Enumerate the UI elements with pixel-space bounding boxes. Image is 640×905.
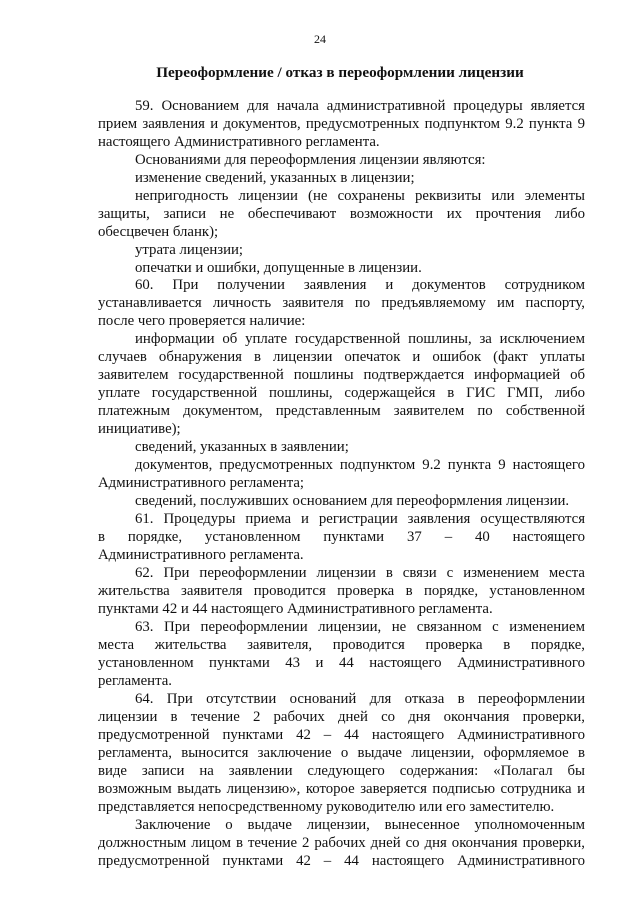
text-line: после чего проверяется наличие: — [98, 313, 306, 329]
text-line: возможным выдать лицензию», которое заверяется подписью сотрудника и — [98, 781, 585, 797]
text-line: платежным документом, представленным заявителем по собственной — [98, 403, 585, 419]
text-line: 59. Основанием для начала административной процедуры является — [135, 98, 585, 114]
text-line: защиты, записи не обеспечивают возможности их прочтения либо — [98, 206, 585, 222]
text-line: установленном пунктами 43 и 44 настоящего Административного — [98, 655, 585, 671]
text-line: пунктами 42 и 44 настоящего Административного регламента. — [98, 601, 493, 617]
text-line: 63. При переоформлении лицензии, не связанном с изменением — [135, 619, 585, 635]
text-line: виде записи на заявлении следующего содержания: «Полагал бы — [98, 763, 585, 779]
text-line: документов, предусмотренных подпунктом 9.2 пункта 9 настоящего — [135, 457, 585, 473]
text-line: Основаниями для переоформления лицензии являются: — [135, 152, 486, 168]
page-number: 24 — [314, 32, 326, 46]
text-line: инициативе); — [98, 421, 181, 437]
text-line: непригодность лицензии (не сохранены реквизиты или элементы — [135, 188, 585, 204]
text-line: 64. При отсутствии оснований для отказа в переоформлении — [135, 691, 585, 707]
text-line: в порядке, установленном пунктами 37 – 40 настоящего — [98, 529, 585, 545]
text-line: должностным лицом в течение 2 рабочих дней со дня окончания проверки, — [98, 835, 585, 851]
text-line: Административного регламента. — [98, 547, 304, 563]
text-line: 60. При получении заявления и документов сотрудником — [135, 277, 585, 293]
text-line: Заключение о выдаче лицензии, вынесенное уполномоченным — [135, 817, 585, 833]
text-line: жительства заявителя проводится проверка в порядке, установленном — [98, 583, 585, 599]
text-line: опечатки и ошибки, допущенные в лицензии. — [135, 260, 422, 276]
text-line: уплате государственной пошлины, содержащейся в ГИС ГМП, либо — [98, 385, 585, 401]
text-line: сведений, послуживших основанием для переоформления лицензии. — [135, 493, 570, 509]
text-line: представляется непосредственному руководителю или его заместителю. — [98, 799, 555, 815]
text-line: изменение сведений, указанных в лицензии; — [135, 170, 415, 186]
text-line: регламента, выносится заключение о выдаче лицензии, оформляемое в — [98, 745, 585, 761]
text-line: информации об уплате государственной пошлины, за исключением — [135, 331, 585, 347]
text-line: прием заявления и документов, предусмотренных подпунктом 9.2 пункта 9 — [98, 116, 585, 132]
text-line: места жительства заявителя, проводится проверка в порядке, — [98, 637, 585, 653]
text-line: предусмотренной пунктами 42 – 44 настоящего Административного — [98, 727, 585, 743]
text-line: Административного регламента; — [98, 475, 305, 491]
text-line: сведений, указанных в заявлении; — [135, 439, 349, 455]
text-line: настоящего Административного регламента. — [98, 134, 380, 150]
text-line: предусмотренной пунктами 42 – 44 настоящего Административного — [98, 853, 585, 869]
text-line: утрата лицензии; — [135, 242, 244, 258]
text-line: 61. Процедуры приема и регистрации заявления осуществляются — [135, 511, 585, 527]
text-line: случаев обнаружения в лицензии опечаток и ошибок (факт уплаты — [98, 349, 585, 365]
text-line: заявителем государственной пошлины подтверждается информацией об — [98, 367, 585, 383]
section-heading: Переоформление / отказ в переоформлении лицензии — [156, 64, 524, 81]
text-line: обесцвечен бланк); — [98, 224, 219, 240]
text-line: регламента. — [98, 673, 172, 689]
text-line: лицензии в течение 2 рабочих дней со дня окончания проверки, — [98, 709, 585, 725]
text-line: 62. При переоформлении лицензии в связи с изменением места — [135, 565, 585, 581]
text-line: устанавливается личность заявителя по предъявляемому им паспорту, — [98, 295, 585, 311]
